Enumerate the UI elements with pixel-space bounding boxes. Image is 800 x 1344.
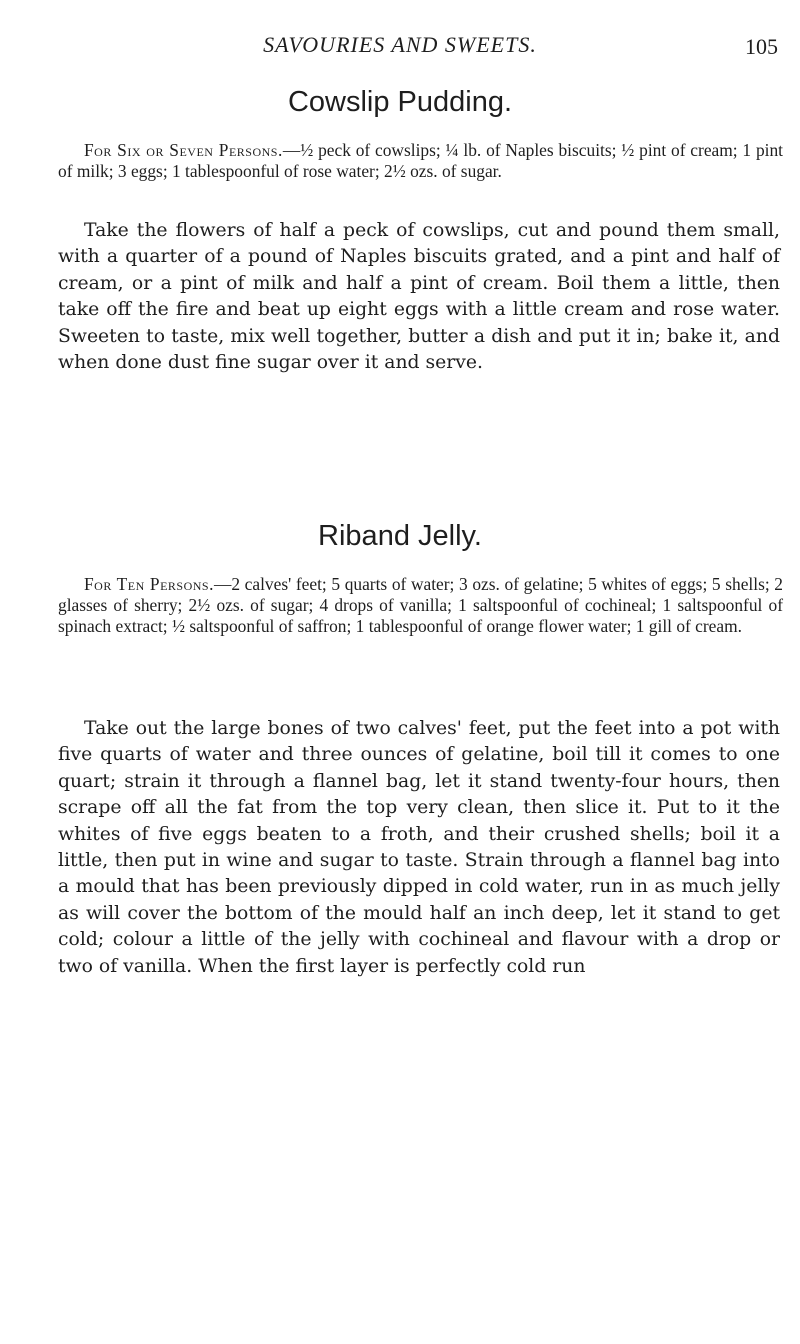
running-head (0, 22, 800, 62)
ingredients-lead: For Ten Persons. (84, 574, 214, 594)
ingredients-list (58, 140, 783, 182)
method-paragraph: Take the flowers of half a peck of cowslips, cut and pound them small, with a quarter of a pound of Naples biscuits grated, and a pint and half of cream, or a pint of milk and half a pint of cream. Boil them a little, then take off the fire and beat up eight eggs with a little cream and rose water. Sweeten to taste, mix well together, butter a dish and put it in; bake it, and when done dust fine sugar over it and serve. (58, 220, 780, 374)
recipe-title: Riband Jelly. (318, 520, 482, 552)
book-title: SAVOURIES AND SWEETS. (263, 32, 537, 57)
ingredients-lead: For Six or Seven Persons. (84, 140, 283, 160)
ingredients-text: —2 calves' feet; 5 quarts of water; 3 ozs. of gelatine; 5 whites of eggs; 5 shells; 2 glasses of sherry; 2½ ozs. of sugar; 4 drops of vanilla; 1 saltspoonful of cochineal; 1 saltspoonful of spinach extract; ½ saltspoonful of saffron; 1 tablespoonful of orange flower water; 1 gill of cream. (58, 574, 783, 636)
method-paragraph: Take out the large bones of two calves' feet, put the feet into a pot with five quarts of water and three ounces of gelatine, boil till it comes to one quart; strain it through a flannel bag, let it stand twenty-four hours, then scrape off all the fat from the top very clean, then slice it. Put to it the whites of five eggs beaten to a froth, and their crushed shells; boil it a little, then put in wine and sugar to taste. Strain through a flannel bag into a mould that has been previously dipped in cold water, run in as much jelly as will cover the bottom of the mould half an inch deep, let it stand to get cold; colour a little of the jelly with cochineal and flavour with a drop or two of vanilla. When the first layer is perfectly cold run (58, 718, 780, 977)
ingredients-list (58, 574, 783, 637)
page-number: 105 (745, 34, 778, 59)
ingredients-text: —½ peck of cowslips; ¼ lb. of Naples biscuits; ½ pint of cream; 1 pint of milk; 3 eggs; 1 tablespoonful of rose water; 2½ ozs. of sugar. (58, 140, 783, 181)
recipe-title: Cowslip Pudding. (287, 86, 513, 118)
